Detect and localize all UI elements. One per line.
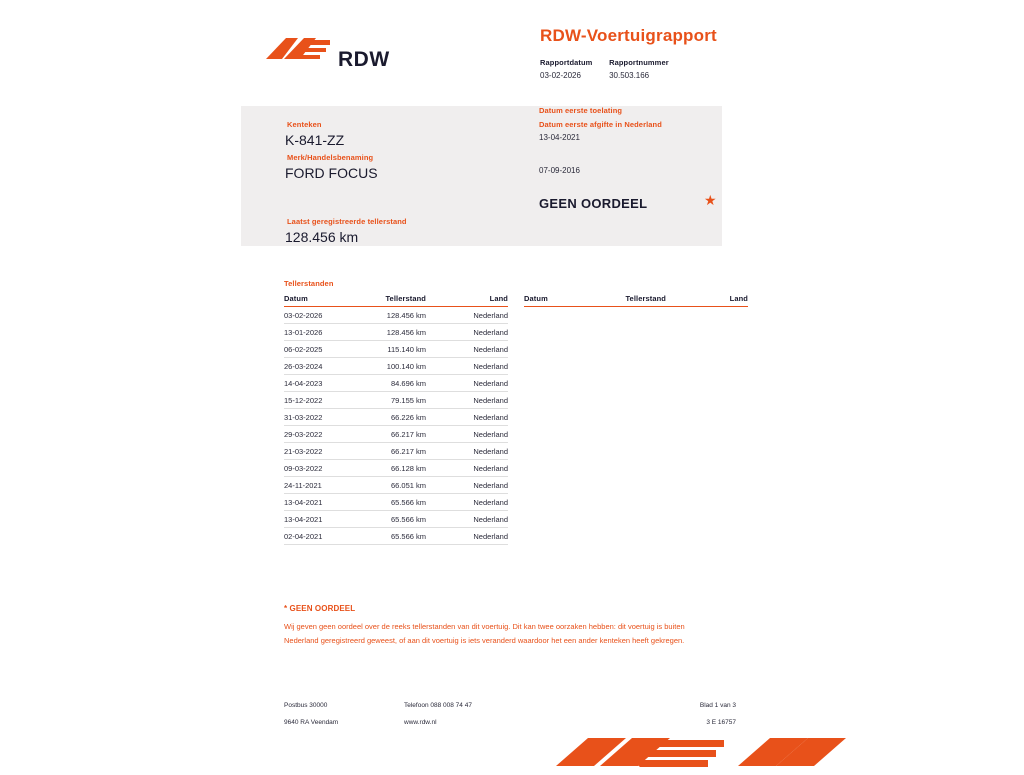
cell-datum: 15-12-2022 xyxy=(284,392,346,409)
table-row xyxy=(284,511,508,528)
rdw-footer-graphic-icon xyxy=(548,736,848,770)
rdw-logo xyxy=(264,24,504,72)
cell-tellerstand: 65.566 km xyxy=(346,528,434,545)
table-row xyxy=(284,528,508,545)
table-row xyxy=(284,392,508,409)
kenteken-value: K-841-ZZ xyxy=(285,132,345,148)
rapportnummer-value: 30.503.166 xyxy=(609,71,650,80)
cell-land: Nederland xyxy=(434,460,508,477)
table-row xyxy=(284,307,508,324)
table-row xyxy=(284,324,508,341)
cell-datum: 21-03-2022 xyxy=(284,443,346,460)
column-header-datum: Datum xyxy=(284,294,346,307)
rdw-logo-text: RDW xyxy=(338,48,390,71)
merk-label: Merk/Handelsbenaming xyxy=(287,153,374,162)
cell-datum: 14-04-2023 xyxy=(284,375,346,392)
cell-land: Nederland xyxy=(434,324,508,341)
rapportdatum-label: Rapportdatum xyxy=(540,58,593,67)
rdw-logo-icon xyxy=(264,32,334,66)
cell-land: Nederland xyxy=(434,494,508,511)
cell-land: Nederland xyxy=(434,358,508,375)
table-row xyxy=(284,341,508,358)
cell-tellerstand: 66.217 km xyxy=(346,443,434,460)
rapportdatum-block xyxy=(540,58,607,80)
column-header-tellerstand: Tellerstand xyxy=(586,294,674,307)
cell-land: Nederland xyxy=(434,477,508,494)
eerste-afgifte-value: 13-04-2021 xyxy=(539,133,580,142)
cell-tellerstand: 79.155 km xyxy=(346,392,434,409)
cell-tellerstand: 65.566 km xyxy=(346,494,434,511)
footer-form-code: 3 E 16757 xyxy=(706,719,736,726)
eerste-toelating-value: 07-09-2016 xyxy=(539,166,580,175)
merk-value: FORD FOCUS xyxy=(285,165,378,181)
cell-datum: 06-02-2025 xyxy=(284,341,346,358)
cell-datum: 03-02-2026 xyxy=(284,307,346,324)
table-header-row xyxy=(284,294,508,307)
cell-datum: 13-04-2021 xyxy=(284,494,346,511)
footer-page-info xyxy=(696,702,736,726)
status-badge: GEEN OORDEEL xyxy=(539,196,648,211)
cell-land: Nederland xyxy=(434,409,508,426)
tellerstanden-left-column xyxy=(284,294,508,545)
cell-datum: 29-03-2022 xyxy=(284,426,346,443)
cell-tellerstand: 115.140 km xyxy=(346,341,434,358)
tellerstanden-section xyxy=(284,279,748,545)
cell-tellerstand: 66.226 km xyxy=(346,409,434,426)
cell-datum: 02-04-2021 xyxy=(284,528,346,545)
cell-datum: 26-03-2024 xyxy=(284,358,346,375)
footnote-section xyxy=(284,604,704,648)
eerste-toelating-label: Datum eerste toelating xyxy=(539,106,623,115)
rapportnummer-label: Rapportnummer xyxy=(609,58,669,67)
table-row xyxy=(284,443,508,460)
column-header-tellerstand: Tellerstand xyxy=(346,294,434,307)
rapportdatum-value: 03-02-2026 xyxy=(540,71,581,80)
footnote-body: Wij geven geen oordeel over de reeks tellerstanden van dit voertuig. Dit kan twee oorzaken hebben: dit voertuig is buiten Nederland geregistreerd geweest, of aan dit voertuig is iets veranderd waardoor het een ander kenteken heeft gekregen. xyxy=(284,622,685,645)
table-row xyxy=(284,426,508,443)
cell-tellerstand: 128.456 km xyxy=(346,324,434,341)
eerste-afgifte-label: Datum eerste afgifte in Nederland xyxy=(539,120,662,129)
column-header-datum: Datum xyxy=(524,294,586,307)
cell-land: Nederland xyxy=(434,392,508,409)
cell-tellerstand: 100.140 km xyxy=(346,358,434,375)
cell-land: Nederland xyxy=(434,375,508,392)
tellerstanden-left-body xyxy=(284,307,508,545)
footer-address-line1: Postbus 30000 xyxy=(284,702,328,709)
cell-land: Nederland xyxy=(434,528,508,545)
tellerstanden-right-column xyxy=(524,294,748,545)
footer-phone: Telefoon 088 008 74 47 xyxy=(404,702,472,709)
table-row xyxy=(284,460,508,477)
cell-datum: 24-11-2021 xyxy=(284,477,346,494)
vehicle-summary-panel xyxy=(241,106,722,246)
cell-tellerstand: 66.217 km xyxy=(346,426,434,443)
footer-address xyxy=(284,702,338,726)
page-title: RDW-Voertuigrapport xyxy=(540,26,717,45)
cell-datum: 13-01-2026 xyxy=(284,324,346,341)
cell-tellerstand: 66.128 km xyxy=(346,460,434,477)
cell-datum: 13-04-2021 xyxy=(284,511,346,528)
footnote-title: * GEEN OORDEEL xyxy=(284,604,356,613)
laatste-tellerstand-label: Laatst geregistreerde tellerstand xyxy=(287,217,407,226)
cell-tellerstand: 84.696 km xyxy=(346,375,434,392)
footer-page-number: Blad 1 van 3 xyxy=(699,702,736,709)
table-row xyxy=(284,358,508,375)
column-header-land: Land xyxy=(674,294,748,307)
cell-tellerstand: 65.566 km xyxy=(346,511,434,528)
footer-address-line2: 9640 RA Veendam xyxy=(284,719,339,726)
rapportnummer-block xyxy=(609,58,669,80)
cell-datum: 09-03-2022 xyxy=(284,460,346,477)
table-row xyxy=(284,494,508,511)
cell-land: Nederland xyxy=(434,511,508,528)
kenteken-label: Kenteken xyxy=(287,120,322,129)
laatste-tellerstand-value: 128.456 km xyxy=(285,229,359,245)
tellerstanden-table-right xyxy=(524,294,748,307)
cell-land: Nederland xyxy=(434,307,508,324)
cell-land: Nederland xyxy=(434,426,508,443)
footer-contact xyxy=(404,702,472,726)
table-row xyxy=(284,477,508,494)
asterisk-icon: ★ xyxy=(704,192,717,208)
table-header-row xyxy=(524,294,748,307)
footer-website[interactable]: www.rdw.nl xyxy=(404,719,437,726)
column-header-land: Land xyxy=(434,294,508,307)
table-row xyxy=(284,375,508,392)
cell-tellerstand: 128.456 km xyxy=(346,307,434,324)
table-row xyxy=(284,409,508,426)
cell-land: Nederland xyxy=(434,443,508,460)
cell-tellerstand: 66.051 km xyxy=(346,477,434,494)
tellerstanden-title: Tellerstanden xyxy=(284,279,334,288)
cell-datum: 31-03-2022 xyxy=(284,409,346,426)
report-meta xyxy=(540,58,669,80)
tellerstanden-table-left xyxy=(284,294,508,545)
cell-land: Nederland xyxy=(434,341,508,358)
